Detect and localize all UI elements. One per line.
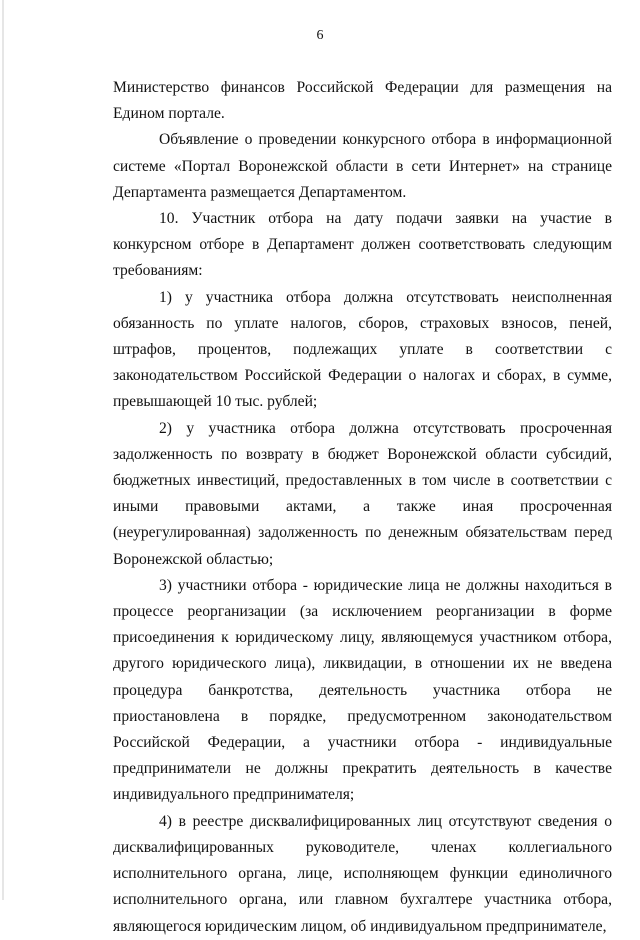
paragraph-requirement-2: 2) у участника отбора должна отсутствовать просроченная задолженность по возврату в бюджет Воронежской области субсидий, бюджетных инвестиций, предоставленных в том числе в соответствии с иными правовыми актами, а также иная просроченная (неурегулированная) задолженность по денежным обязательствам перед Воронежской областью; [113, 419, 612, 568]
document-body [113, 75, 612, 940]
page-number: 6 [316, 28, 324, 43]
paragraph-requirement-3: 3) участники отбора - юридические лица не должны находиться в процессе реорганизации (за исключением реорганизации в форме присоединения к юридическому лицу, являющемуся участником отбора, другого юридического лица), ликвидации, в отношении их не введена процедура банкротства, деятельность участника отбора не приостановлена в порядке, предусмотренном законодательством Российской Федерации, а участники отбора - индивидуальные предприниматели не должны прекратить деятельность в качестве индивидуального предпринимателя; [113, 576, 612, 804]
paragraph-requirement-4: 4) в реестре дисквалифицированных лиц отсутствуют сведения о дисквалифицированных руководителе, членах коллегиального исполнительного органа, лице, исполняющем функции единоличного исполнительного органа, или главном бухгалтере участника отбора, являющегося юридическим лицом, об индивидуальном предпринимателе, [113, 812, 612, 935]
paragraph-requirement-1: 1) у участника отбора должна отсутствовать неисполненная обязанность по уплате налогов, сборов, страховых взносов, пеней, штрафов, процентов, подлежащих уплате в соответствии с законодательством Российской Федерации о налогах и сборах, в сумме, превышающей 10 тыс. рублей; [113, 288, 612, 411]
paragraph-item-10: 10. Участник отбора на дату подачи заявки на участие в конкурсном отборе в Департамент должен соответствовать следующим требованиям: [113, 210, 612, 280]
paragraph-continuation: Министерство финансов Российской Федерации для размещения на Едином портале. [113, 79, 612, 123]
paragraph-announcement: Объявление о проведении конкурсного отбора в информационной системе «Портал Воронежской области в сети Интернет» на странице Департамента размещается Департаментом. [113, 131, 612, 201]
scan-edge-shadow [2, 0, 4, 900]
